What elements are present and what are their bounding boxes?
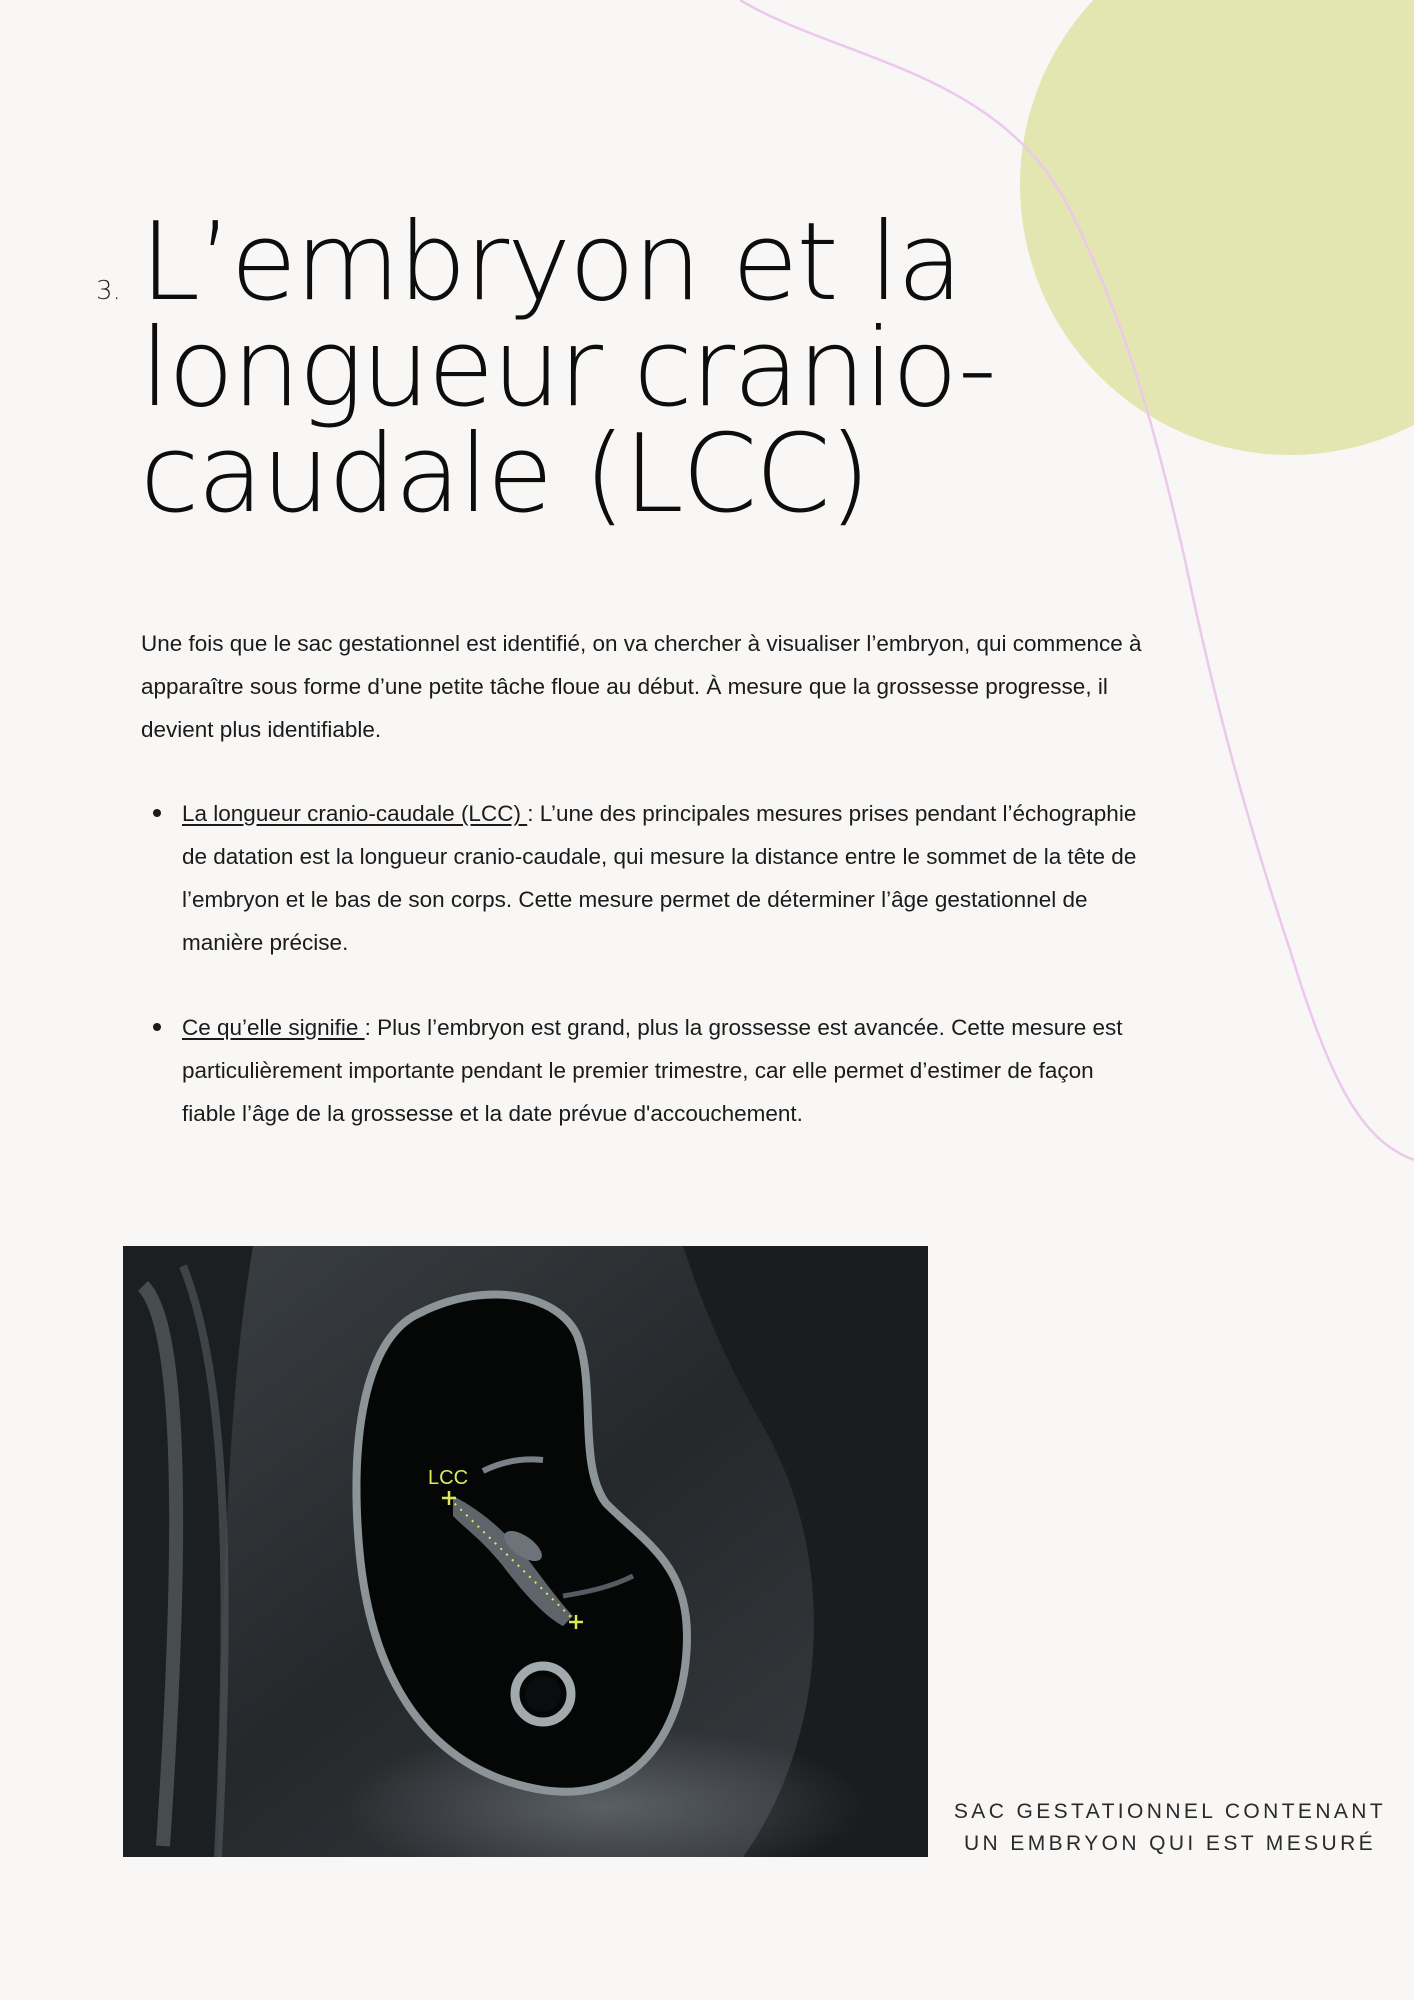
title-line: longueur cranio- bbox=[140, 306, 995, 431]
image-caption bbox=[940, 1796, 1400, 1860]
bullet-text: : Plus l’embryon est grand, plus la grossesse est avancée. Cette mesure est particulièrement importante pendant le premier trimestre, car elle permet d’estimer de façon fiable l’âge de la grossesse et la date prévue d'accouchement. bbox=[182, 1015, 1123, 1126]
caption-line: SAC GESTATIONNEL CONTENANT bbox=[953, 1800, 1387, 1823]
ultrasound-image bbox=[123, 1246, 928, 1857]
bullet-list bbox=[141, 792, 1151, 1177]
list-item bbox=[141, 792, 1151, 964]
bullet-icon bbox=[153, 1023, 161, 1031]
list-item bbox=[141, 1006, 1151, 1135]
bullet-term: Ce qu’elle signifie bbox=[182, 1015, 365, 1040]
section-heading bbox=[96, 200, 996, 537]
bullet-icon bbox=[153, 809, 161, 817]
page-title bbox=[96, 200, 996, 537]
section-number: 3. bbox=[96, 276, 121, 306]
intro-paragraph: Une fois que le sac gestationnel est identifié, on va chercher à visualiser l’embryon, qui commence à apparaître sous forme d’une petite tâche floue au début. À mesure que la grossesse progresse, il devient plus identifiable. bbox=[141, 631, 1142, 742]
title-line: L’embryon et la bbox=[140, 200, 962, 325]
bullet-text: : L’une des principales mesures prises pendant l’échographie de datation est la longueur cranio-caudale, qui mesure la distance entre le sommet de la tête de l’embryon et le bas de son corps. Cette mesure permet de déterminer l’âge gestationnel de manière précise. bbox=[182, 801, 1137, 955]
lcc-measure-label: LCC bbox=[428, 1467, 469, 1489]
caption-line: UN EMBRYON QUI EST MESURÉ bbox=[963, 1832, 1377, 1855]
title-line: caudale (LCC) bbox=[140, 412, 869, 537]
bullet-term: La longueur cranio-caudale (LCC) bbox=[182, 801, 528, 826]
